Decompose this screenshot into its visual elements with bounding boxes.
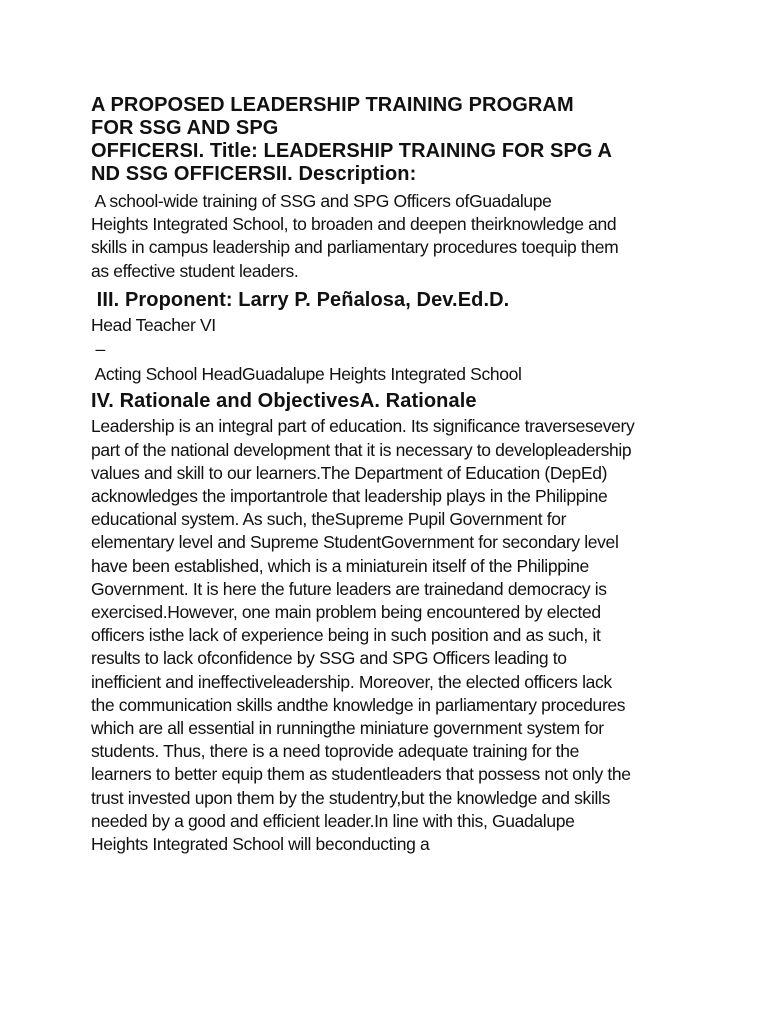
description-line: Heights Integrated School, to broaden and deepen theirknowledge and bbox=[91, 214, 617, 235]
rationale-line: results to lack ofconfidence by SSG and SPG Officers leading to bbox=[91, 648, 567, 669]
document-page bbox=[91, 94, 711, 856]
proponent-heading-text: III. Proponent: Larry P. Peñalosa, Dev.Ed.D. bbox=[91, 288, 510, 311]
proponent-dash bbox=[91, 338, 711, 361]
description-paragraph bbox=[91, 190, 711, 283]
proponent-heading bbox=[91, 289, 711, 312]
rationale-line: which are all essential in runningthe miniature government system for bbox=[91, 718, 604, 739]
rationale-line: exercised.However, one main problem being encountered by elected bbox=[91, 602, 601, 623]
rationale-line: Heights Integrated School will beconducting a bbox=[91, 834, 430, 855]
rationale-line: Leadership is an integral part of education. Its significance traversesevery bbox=[91, 416, 635, 437]
description-line: as effective student leaders. bbox=[91, 260, 299, 281]
proponent-acting-text: Acting School HeadGuadalupe Heights Integrated School bbox=[91, 364, 522, 385]
rationale-line: Government. It is here the future leaders are trainedand democracy is bbox=[91, 578, 607, 599]
rationale-line: part of the national development that it is necessary to developleadership bbox=[91, 439, 632, 460]
title-line: A PROPOSED LEADERSHIP TRAINING PROGRAM bbox=[91, 94, 574, 116]
proponent-role bbox=[91, 314, 711, 337]
rationale-line: elementary level and Supreme StudentGovernment for secondary level bbox=[91, 532, 619, 553]
rationale-line: needed by a good and efficient leader.In line with this, Guadalupe bbox=[91, 810, 575, 831]
title-line: OFFICERSI. Title: LEADERSHIP TRAINING FOR SPG A bbox=[91, 140, 613, 162]
description-line: skills in campus leadership and parliamentary procedures toequip them bbox=[91, 237, 619, 258]
rationale-paragraph bbox=[91, 415, 711, 856]
rationale-line: values and skill to our learners.The Department of Education (DepEd) bbox=[91, 462, 608, 483]
title-line: ND SSG OFFICERSII. Description: bbox=[91, 163, 417, 185]
proponent-role-text: Head Teacher VI bbox=[91, 314, 216, 335]
rationale-line: learners to better equip them as studentleaders that possess not only the bbox=[91, 764, 631, 785]
rationale-line: acknowledges the importantrole that leadership plays in the Philippine bbox=[91, 486, 608, 507]
proponent-dash-text: – bbox=[91, 339, 105, 360]
rationale-line: officers isthe lack of experience being in such position and as such, it bbox=[91, 625, 601, 646]
rationale-line: have been established, which is a miniaturein itself of the Philippine bbox=[91, 555, 589, 576]
description-line: A school-wide training of SSG and SPG Officers ofGuadalupe bbox=[91, 191, 552, 211]
document-title bbox=[91, 94, 711, 186]
title-line: FOR SSG AND SPG bbox=[91, 117, 279, 139]
rationale-line: educational system. As such, theSupreme Pupil Government for bbox=[91, 509, 567, 530]
rationale-heading bbox=[91, 390, 711, 413]
proponent-acting bbox=[91, 363, 711, 386]
rationale-line: inefficient and ineffectiveleadership. Moreover, the elected officers lack bbox=[91, 671, 612, 692]
rationale-line: the communication skills andthe knowledge in parliamentary procedures bbox=[91, 694, 626, 715]
rationale-line: students. Thus, there is a need toprovide adequate training for the bbox=[91, 741, 579, 762]
rationale-line: trust invested upon them by the studentry,but the knowledge and skills bbox=[91, 787, 610, 808]
rationale-heading-text: IV. Rationale and ObjectivesA. Rationale bbox=[91, 390, 477, 413]
